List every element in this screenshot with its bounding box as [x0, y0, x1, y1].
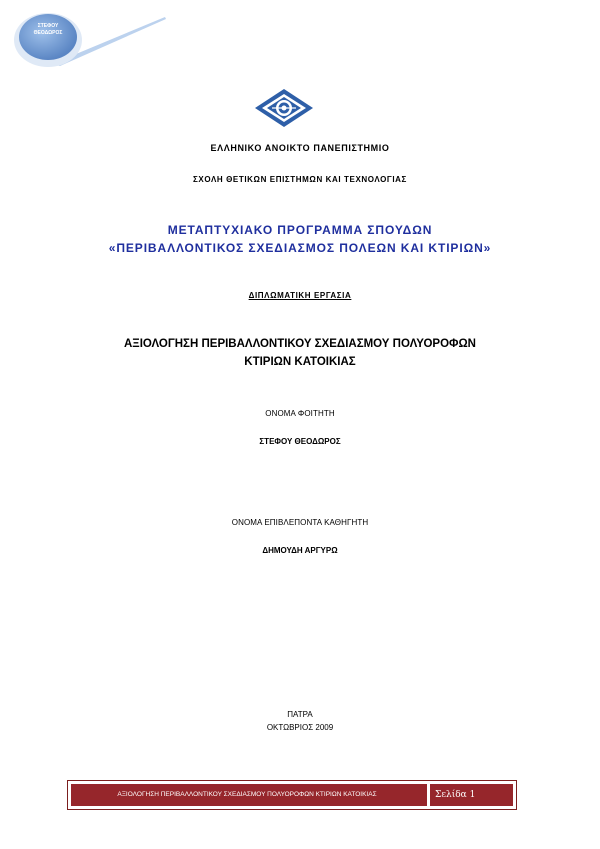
footer-divider [427, 784, 430, 806]
university-logo-icon [253, 87, 315, 129]
city: ΠΑΤΡΑ [287, 710, 313, 719]
thesis-title-line-2: ΚΤΙΡΙΩΝ ΚΑΤΟΙΚΙΑΣ [244, 356, 356, 368]
footer-bar [71, 784, 513, 806]
badge-line-2: ΘΕΟΔΩΡΟΣ [33, 30, 63, 36]
student-label: ΟΝΟΜΑ ΦΟΙΤΗΤΗ [265, 409, 335, 418]
student-name: ΣΤΕΦΟΥ ΘΕΟΔΩΡΟΣ [259, 437, 341, 446]
place-date [0, 708, 600, 734]
supervisor-label: ΟΝΟΜΑ ΕΠΙΒΛΕΠΟΝΤΑ ΚΑΘΗΓΗΤΗ [231, 518, 369, 527]
program-line-2: «ΠΕΡΙΒΑΛΛΟΝΤΙΚΟΣ ΣΧΕΔΙΑΣΜΟΣ ΠΟΛΕΩΝ ΚΑΙ ΚΤΙΡΙΩΝ» [108, 241, 492, 255]
page-number: Σελίδα 1 [435, 790, 476, 800]
date: ΟΚΤΩΒΡΙΟΣ 2009 [266, 723, 334, 732]
university-name: ΕΛΛΗΝΙΚΟ ΑΝΟΙΚΤΟ ΠΑΝΕΠΙΣΤΗΜΙΟ [210, 143, 390, 153]
program-title [0, 221, 600, 257]
badge-line-1: ΣΤΕΦΟΥ [37, 23, 59, 29]
footer-title: ΑΞΙΟΛΟΓΗΣΗ ΠΕΡΙΒΑΛΛΟΝΤΙΚΟΥ ΣΧΕΔΙΑΣΜΟΥ ΠΟΛΥΟΡΟΦΩΝ ΚΤΙΡΙΩΝ ΚΑΤΟΙΚΙΑΣ [117, 791, 377, 798]
badge-text [30, 23, 66, 37]
page-footer [67, 780, 517, 810]
author-badge [0, 0, 180, 80]
thesis-title [0, 335, 600, 371]
badge-graphic [0, 0, 180, 80]
program-line-1: ΜΕΤΑΠΤΥΧΙΑΚΟ ΠΡΟΓΡΑΜΜΑ ΣΠΟΥΔΩΝ [167, 223, 433, 237]
school-name: ΣΧΟΛΗ ΘΕΤΙΚΩΝ ΕΠΙΣΤΗΜΩΝ ΚΑΙ ΤΕΧΝΟΛΟΓΙΑΣ [193, 175, 407, 184]
thesis-title-line-1: ΑΞΙΟΛΟΓΗΣΗ ΠΕΡΙΒΑΛΛΟΝΤΙΚΟΥ ΣΧΕΔΙΑΣΜΟΥ ΠΟΛΥΟΡΟΦΩΝ [124, 338, 476, 350]
supervisor-name: ΔΗΜΟΥΔΗ ΑΡΓΥΡΩ [262, 546, 338, 555]
thesis-label: ΔΙΠΛΩΜΑΤΙΚΗ ΕΡΓΑΣΙΑ [248, 291, 352, 300]
